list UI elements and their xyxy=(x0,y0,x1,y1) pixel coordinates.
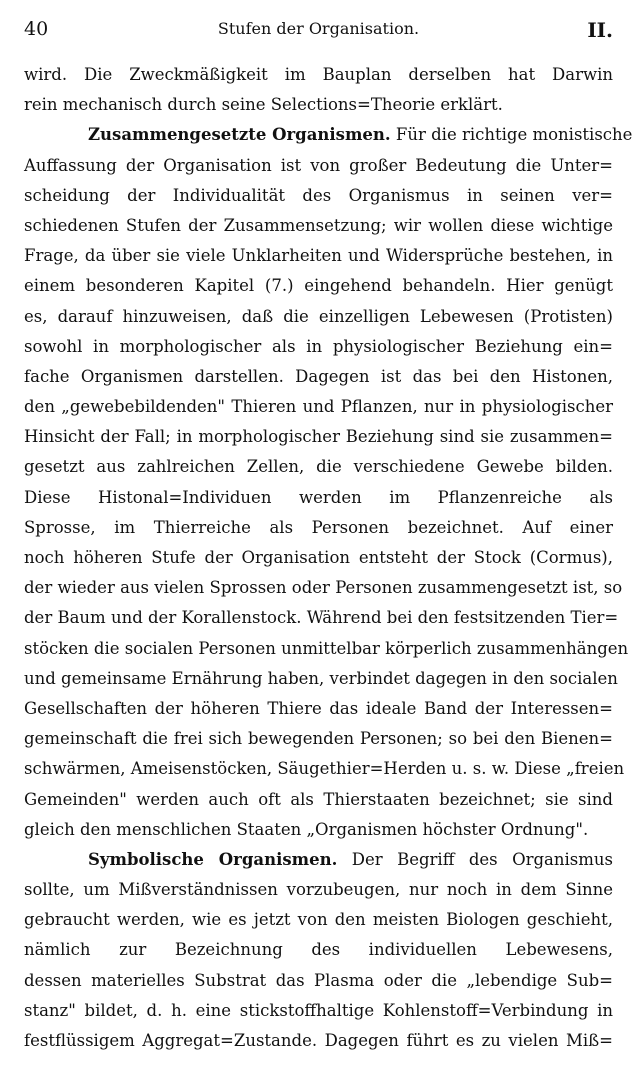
section-number: II. xyxy=(587,18,613,42)
text-line: es, darauf hinzuweisen, daß die einzelligen Lebewesen (Protisten) xyxy=(24,306,613,326)
running-title: Stufen der Organisation. xyxy=(217,19,420,38)
text-line: Symbolische Organismen. Der Begriff des Organismus xyxy=(88,849,613,869)
text-line: Zusammengesetzte Organismen. Für die richtige monistische xyxy=(88,125,633,145)
text-line: den „gewebebildenden" Thieren und Pflanzen, nur in physiologischer xyxy=(24,397,613,417)
text-line: gebraucht werden, wie es jetzt von den meisten Biologen geschieht, xyxy=(24,910,613,930)
text-line: fache Organismen darstellen. Dagegen ist das bei den Histonen, xyxy=(24,366,613,386)
text-line: scheidung der Individualität des Organismus in seinen ver= xyxy=(24,185,613,205)
page-header xyxy=(24,18,613,46)
section-heading: Zusammengesetzte Organismen. xyxy=(88,125,391,145)
text-line: der wieder aus vielen Sprossen oder Personen zusammengesetzt ist, so xyxy=(24,578,623,598)
text-line: schwärmen, Ameisenstöcken, Säugethier=Herden u. s. w. Diese „freien xyxy=(24,759,625,779)
text-line: sowohl in morphologischer als in physiologischer Beziehung ein= xyxy=(24,336,613,356)
page-number: 40 xyxy=(24,18,49,40)
text-line: gleich den menschlichen Staaten „Organismen höchster Ordnung". xyxy=(24,819,589,839)
text-line: Frage, da über sie viele Unklarheiten und Widersprüche bestehen, in xyxy=(24,246,613,266)
text-line: stanz" bildet, d. h. eine stickstoffhaltige Kohlenstoff=Verbindung in xyxy=(24,1000,613,1020)
text-line: nämlich zur Bezeichnung des individuellen Lebewesens, xyxy=(24,940,613,960)
section-heading: Symbolische Organismen. xyxy=(88,849,338,869)
text-line: gesetzt aus zahlreichen Zellen, die verschiedene Gewebe bilden. xyxy=(24,457,613,477)
text-line: einem besonderen Kapitel (7.) eingehend behandeln. Hier genügt xyxy=(24,276,613,296)
text-line: der Baum und der Korallenstock. Während bei den festsitzenden Tier= xyxy=(24,608,619,628)
text-line: Gesellschaften der höheren Thiere das ideale Band der Interessen= xyxy=(24,698,613,718)
text-line: Auffassung der Organisation ist von großer Bedeutung die Unter= xyxy=(24,155,613,175)
text-line: noch höheren Stufe der Organisation entsteht der Stock (Cormus), xyxy=(24,548,613,567)
text-line: Sprosse, im Thierreiche als Personen bezeichnet. Auf einer xyxy=(24,517,613,537)
text-line: sollte, um Mißverständnissen vorzubeugen, nur noch in dem Sinne xyxy=(24,880,613,900)
text-line: Gemeinden" werden auch oft als Thierstaaten bezeichnet; sie sind xyxy=(24,789,613,809)
text-line: schiedenen Stufen der Zusammensetzung; wir wollen diese wichtige xyxy=(24,215,613,235)
text-line: dessen materielles Substrat das Plasma oder die „lebendige Sub= xyxy=(24,970,613,990)
text-line: wird. Die Zweckmäßigkeit im Bauplan derselben hat Darwin xyxy=(24,65,613,84)
text-line: rein mechanisch durch seine Selections=Theorie erklärt. xyxy=(24,95,503,115)
text-line: Hinsicht der Fall; in morphologischer Beziehung sind sie zusammen= xyxy=(24,427,613,447)
text-line: und gemeinsame Ernährung haben, verbindet dagegen in den socialen xyxy=(24,668,618,688)
page-body xyxy=(24,60,633,1056)
text-line: Diese Histonal=Individuen werden im Pflanzenreiche als xyxy=(24,487,613,507)
text-line: stöcken die socialen Personen unmittelbar körperlich zusammenhängen xyxy=(24,638,629,658)
text-line: gemeinschaft die frei sich bewegenden Personen; so bei den Bienen= xyxy=(24,729,613,749)
text-line: festflüssigem Aggregat=Zustande. Dagegen führt es zu vielen Miß= xyxy=(24,1031,613,1050)
